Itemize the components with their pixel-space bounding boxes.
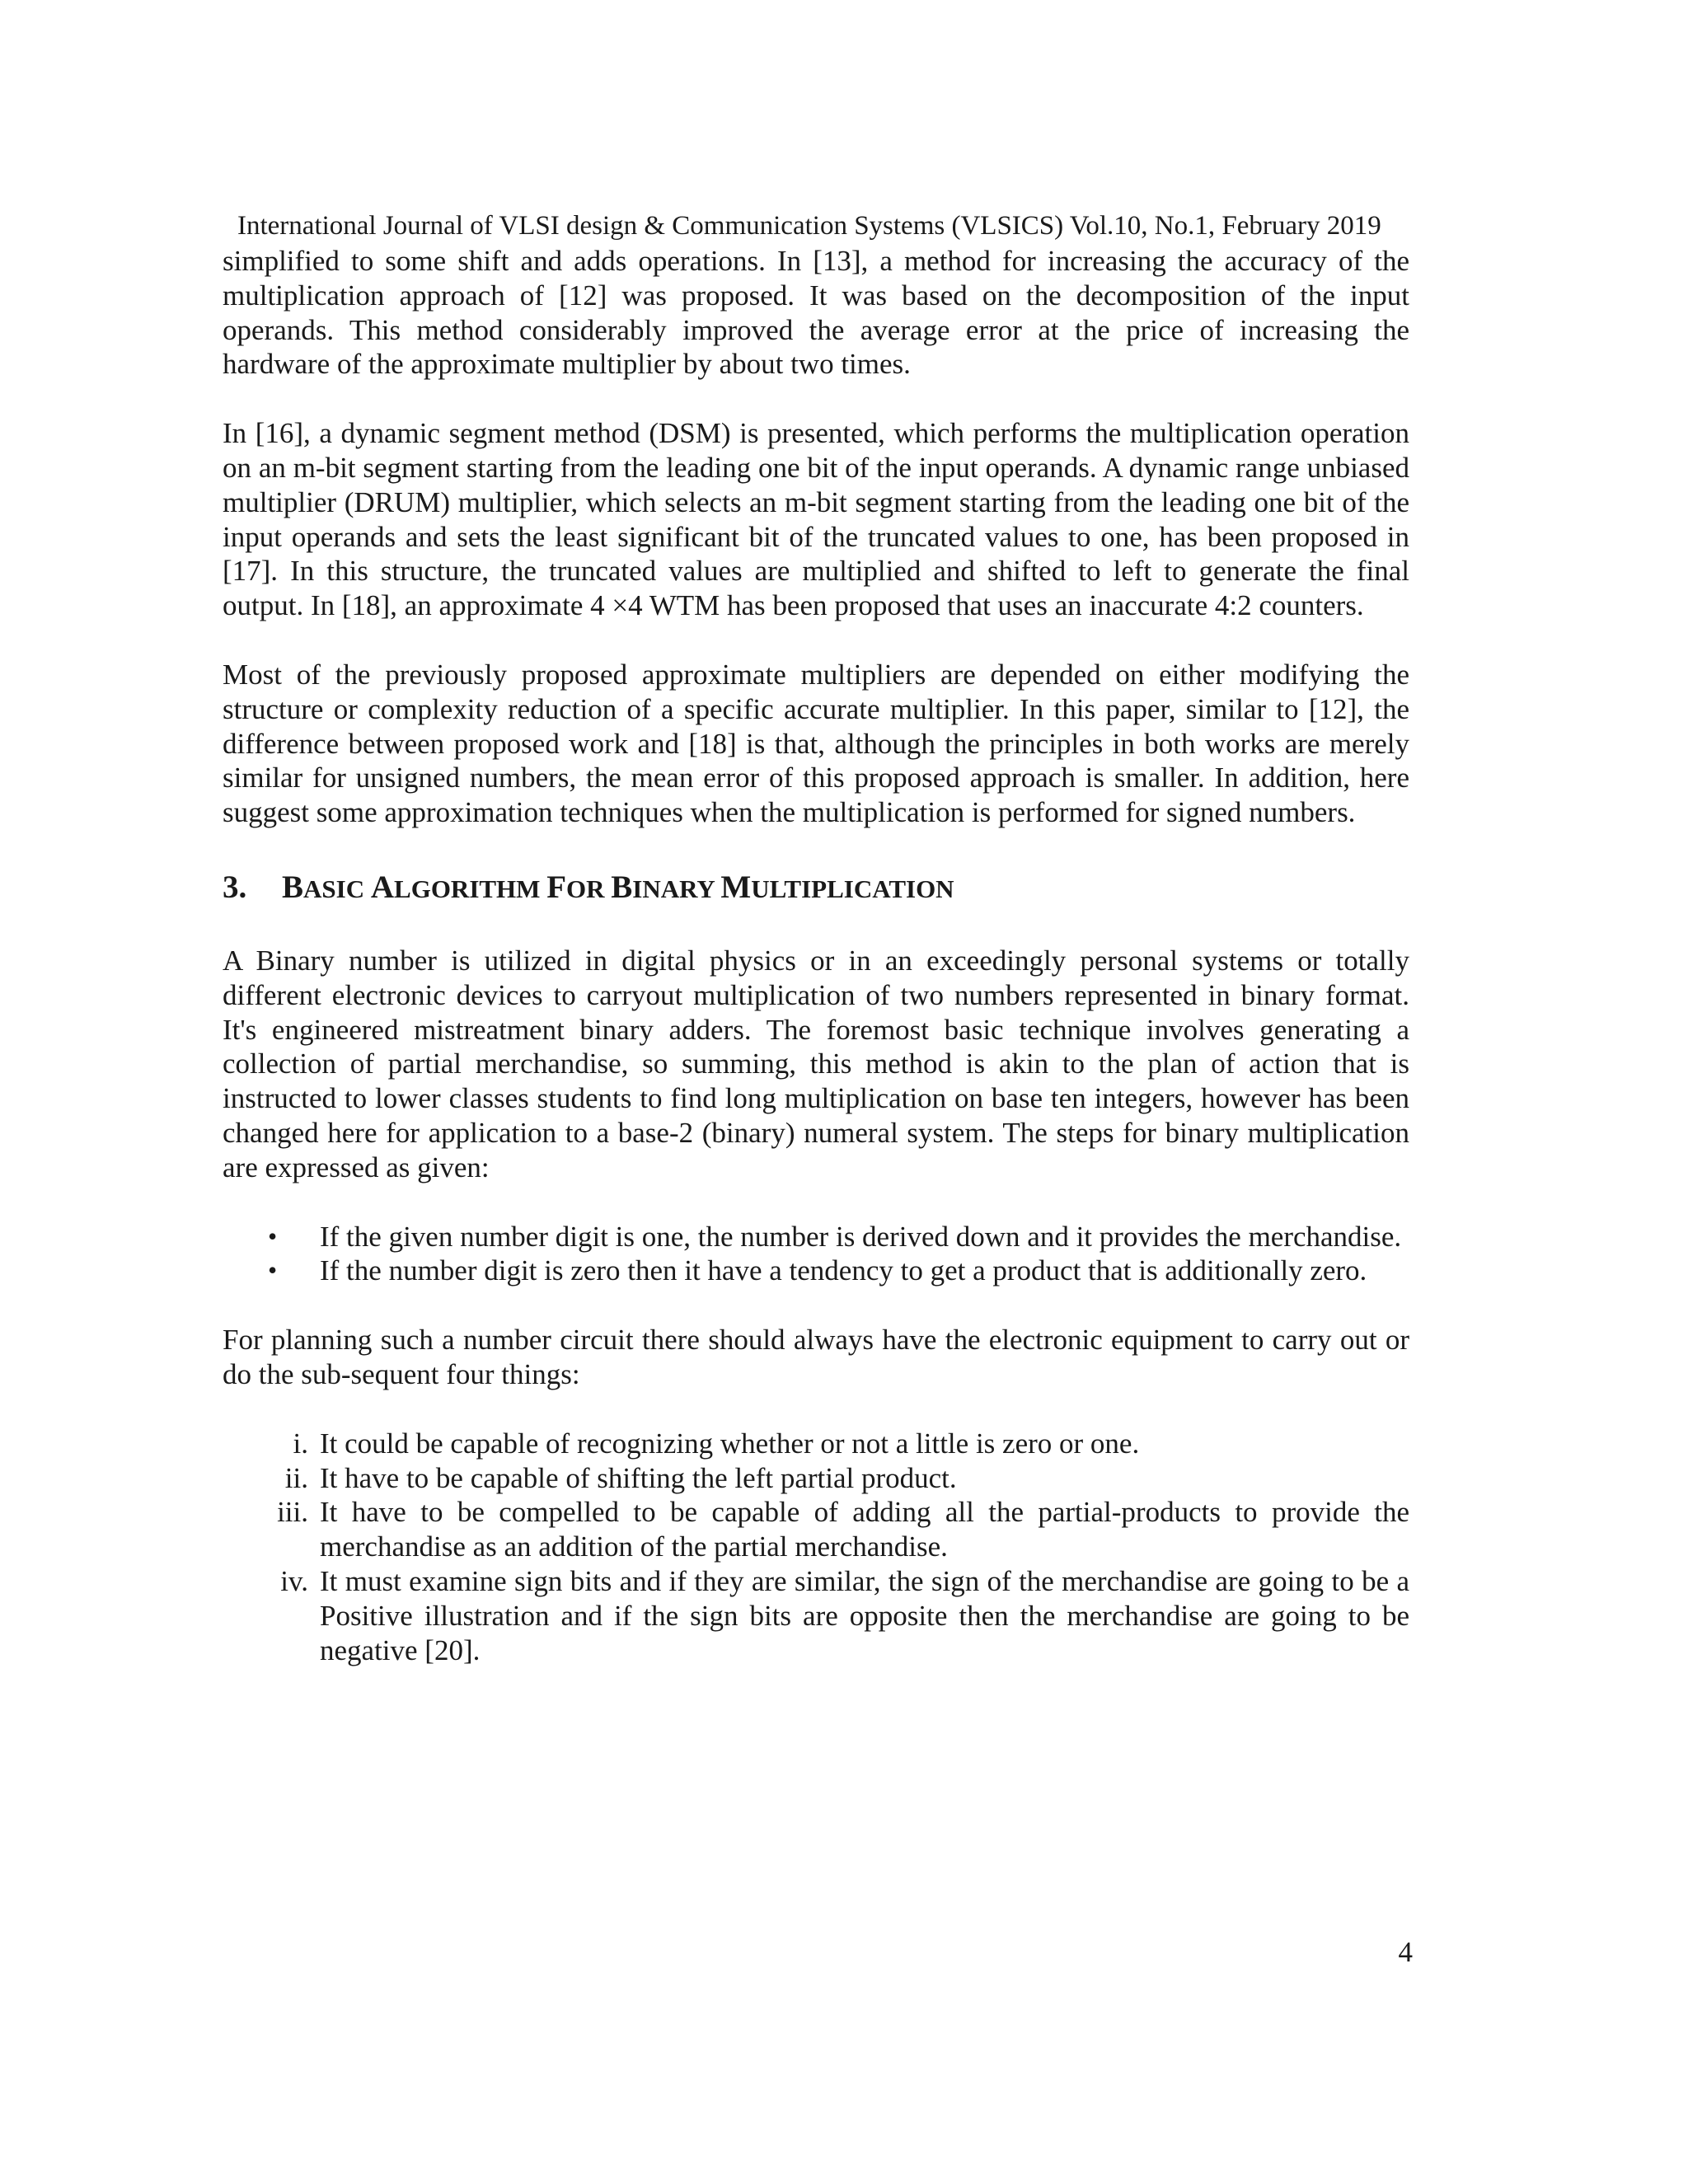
- numbered-item: [223, 1427, 1409, 1461]
- bullet-list: [223, 1220, 1409, 1289]
- bullet-text: If the given number digit is one, the number is derived down and it provides the merchandise.: [320, 1220, 1402, 1253]
- section-title-part: A: [370, 869, 395, 905]
- list-marker: i.: [293, 1427, 308, 1460]
- section-title-part: INARY: [632, 874, 721, 903]
- section-title-part: ULTIPLICATION: [751, 874, 954, 903]
- section-heading: [223, 868, 1409, 909]
- section-title-part: ASIC: [303, 874, 371, 903]
- paragraph-circuit-requirements: For planning such a number circuit there should always have the electronic equipment to carry out or do the sub-sequent four things:: [223, 1324, 1409, 1390]
- running-header: International Journal of VLSI design & Communication Systems (VLSICS) Vol.10, No.1, February 2019: [237, 211, 1381, 241]
- bullet-icon: •: [268, 1221, 278, 1251]
- section-title: [282, 869, 954, 905]
- paragraph-binary-multiplication: A Binary number is utilized in digital physics or in an exceedingly personal systems or totally different electronic devices to carryout multiplication of two numbers represented in binary format. It's engineered mistreatment binary adders. The foremost basic technique involves generating a collection of partial merchandise, so summing, this method is akin to the plan of action that is instructed to lower classes students to find long multiplication on base ten integers, however has been changed here for application to a base-2 (binary) numeral system. The steps for binary multiplication are expressed as given:: [223, 944, 1409, 1183]
- numbered-item-text: It have to be compelled to be capable of adding all the partial-products to provide the merchandise as an addition of the partial merchandise.: [320, 1496, 1409, 1563]
- paragraph-prior-work-3: Most of the previously proposed approximate multipliers are depended on either modifying the structure or complexity reduction of a specific accurate multiplier. In this paper, similar to [12], the difference between proposed work and [18] is that, although the principles in both works are merely similar for unsigned numbers, the mean error of this proposed approach is smaller. In addition, here suggest some approximation techniques when the multiplication is performed for signed numbers.: [223, 658, 1409, 829]
- paragraph-gap: [223, 909, 1409, 944]
- section-title-part: F: [546, 869, 567, 905]
- paragraph-gap: [223, 382, 1409, 416]
- numbered-item: [223, 1564, 1409, 1667]
- paragraph-prior-work-2: In [16], a dynamic segment method (DSM) is presented, which performs the multiplication operation on an m-bit segment starting from the leading one bit of the input operands. A dynamic range unbiased multiplier (DRUM) multiplier, which selects an m-bit segment starting from the leading one bit of the input operands and sets the least significant bit of the truncated values to one, has been proposed in [17]. In this structure, the truncated values are multiplied and shifted to left to generate the final output. In [18], an approximate 4 ×4 WTM has been proposed that uses an inaccurate 4:2 counters.: [223, 417, 1409, 622]
- paragraph-gap: [223, 830, 1409, 865]
- section-title-part: B: [282, 869, 304, 905]
- section-title-part: OR: [566, 874, 612, 903]
- section-number: 3.: [223, 869, 247, 905]
- numbered-item: [223, 1495, 1409, 1564]
- numbered-item-text: It could be capable of recognizing whether or not a little is zero or one.: [320, 1427, 1140, 1460]
- page-number: 4: [1398, 1936, 1413, 1968]
- paragraph-gap: [223, 1288, 1409, 1323]
- paragraph-gap: [223, 1392, 1409, 1427]
- list-marker: iv.: [280, 1564, 308, 1597]
- numbered-item-text: It must examine sign bits and if they are similar, the sign of the merchandise are going to be a Positive illustration and if the sign bits are opposite then the merchandise are going to be negative [20].: [320, 1564, 1409, 1666]
- numbered-item: [223, 1461, 1409, 1496]
- section-title-part: LGORITHM: [394, 874, 547, 903]
- bullet-item: [223, 1220, 1409, 1254]
- bullet-item: [223, 1254, 1409, 1288]
- bullet-text: If the number digit is zero then it have a tendency to get a product that is additionally zero.: [320, 1254, 1367, 1287]
- paragraph-gap: [223, 1185, 1409, 1220]
- numbered-list: [223, 1427, 1409, 1668]
- page-body: [223, 244, 1409, 1667]
- paragraph-gap: [223, 623, 1409, 658]
- list-marker: ii.: [284, 1461, 308, 1494]
- paragraph-prior-work-1: simplified to some shift and adds operations. In [13], a method for increasing the accuracy of the multiplication approach of [12] was proposed. It was based on the decomposition of the input operands. This method considerably improved the average error at the price of increasing the hardware of the approximate multiplier by about two times.: [223, 245, 1409, 381]
- section-title-part: M: [720, 869, 752, 905]
- section-title-part: B: [611, 869, 633, 905]
- list-marker: iii.: [277, 1496, 308, 1529]
- numbered-item-text: It have to be capable of shifting the left partial product.: [320, 1461, 957, 1494]
- bullet-icon: •: [268, 1255, 278, 1286]
